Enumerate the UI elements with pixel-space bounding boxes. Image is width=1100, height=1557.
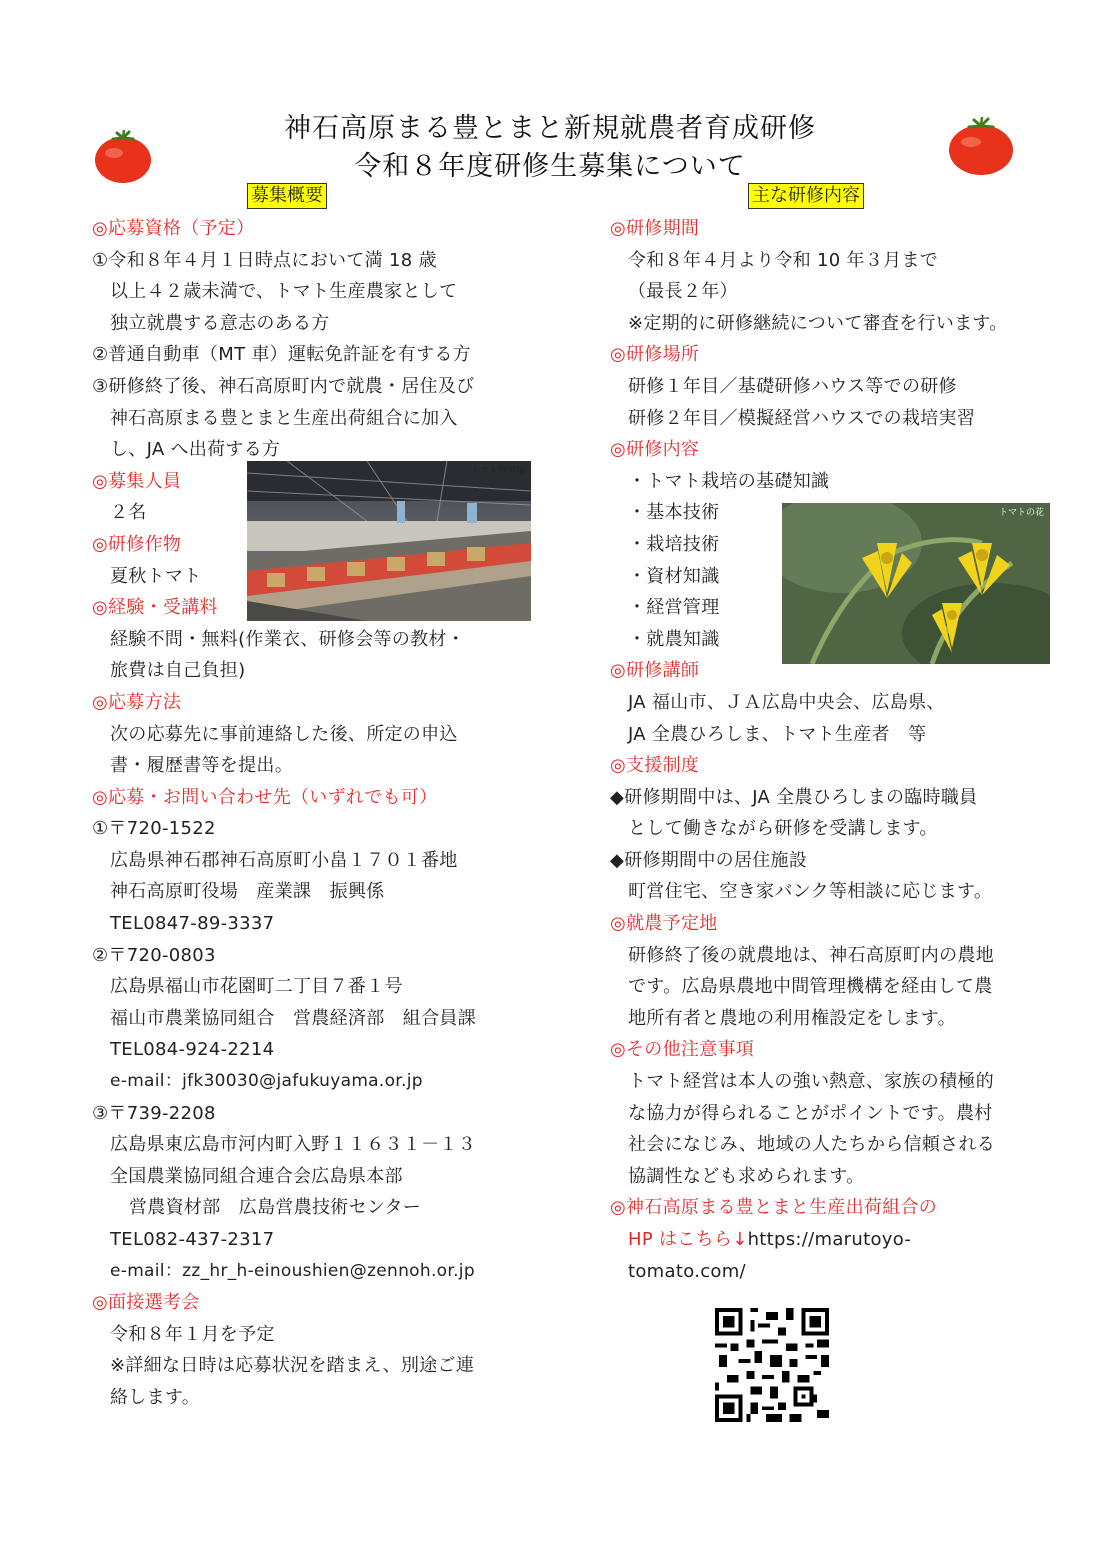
contact-2-zip: ②〒720-0803 bbox=[92, 944, 216, 966]
tomato-illustration-right bbox=[947, 114, 1015, 176]
page-title: 神石高原まる豊とまと新規就農者育成研修 bbox=[284, 113, 816, 144]
tomato-flower-image bbox=[782, 503, 1050, 664]
farm-text: 研修終了後の就農地は、神石高原町内の農地 bbox=[628, 944, 994, 966]
recruit-heading: ◎募集人員 bbox=[92, 470, 182, 492]
farm-heading: ◎就農予定地 bbox=[610, 913, 718, 935]
period-text: ※定期的に研修継続について審査を行います。 bbox=[628, 312, 1008, 334]
farm-text: です。広島県農地中間管理機構を経由して農 bbox=[628, 976, 993, 998]
notes-text: な協力が得られることがポイントです。農村 bbox=[628, 1102, 993, 1124]
eligibility-item: ①令和８年４月１日時点において満 18 歳 bbox=[92, 249, 437, 271]
contact-3-tel: TEL082-437-2317 bbox=[110, 1229, 275, 1250]
notes-heading: ◎その他注意事項 bbox=[610, 1039, 755, 1061]
support-heading: ◎支援制度 bbox=[610, 755, 700, 777]
contact-2-email[interactable]: e-mail：jfk30030@jafukuyama.or.jp bbox=[110, 1071, 423, 1092]
contact-3-dept: 営農資材部 広島営農技術センター bbox=[129, 1197, 422, 1219]
instructor-text: JA 福山市、ＪＡ広島中央会、広島県、 bbox=[628, 691, 945, 713]
hp-line bbox=[610, 1224, 1030, 1256]
hp-lead: HP はこちら↓ bbox=[628, 1229, 748, 1250]
support-text: ◆研修期間中は、JA 全農ひろしまの臨時職員 bbox=[610, 786, 978, 808]
hp-heading: ◎神石高原まる豊とまと生産出荷組合の bbox=[610, 1197, 938, 1219]
content-item: ・資材知識 bbox=[628, 565, 720, 587]
eligibility-item: ②普通自動車（MT 車）運転免許証を有する方 bbox=[92, 344, 471, 366]
period-heading: ◎研修期間 bbox=[610, 218, 700, 239]
contact-2-tel: TEL084-924-2214 bbox=[110, 1039, 275, 1061]
notes-text: 社会になじみ、地域の人たちから信頼される bbox=[628, 1134, 996, 1156]
instructor-text: JA 全農ひろしま、トマト生産者 等 bbox=[628, 723, 927, 745]
interview-text: 絡します。 bbox=[110, 1386, 201, 1408]
contact-1-org: 神石高原町役場 産業課 振興係 bbox=[110, 881, 385, 903]
contact-heading: ◎応募・お問い合わせ先（いずれでも可） bbox=[92, 786, 438, 808]
place-text: 研修２年目／模擬経営ハウスでの栽培実習 bbox=[628, 407, 976, 429]
eligibility-item: し、JA へ出荷する方 bbox=[110, 439, 281, 461]
fee-text: 旅費は自己負担) bbox=[110, 660, 246, 682]
content-item: ・経営管理 bbox=[628, 597, 720, 619]
support-text: ◆研修期間中の居住施設 bbox=[610, 849, 808, 871]
qr-code-icon[interactable] bbox=[715, 1308, 829, 1422]
hp-url-link-cont[interactable]: tomato.com/ bbox=[628, 1260, 746, 1282]
eligibility-item: 以上４２歳未満で、トマト生産農家として bbox=[110, 281, 458, 303]
contact-3-org: 全国農業協同組合連合会広島県本部 bbox=[110, 1165, 403, 1187]
interview-text: 令和８年１月を予定 bbox=[110, 1323, 275, 1345]
period-text: 令和８年４月より令和 10 年３月まで bbox=[628, 249, 939, 271]
contact-3-address: 広島県東広島市河内町入野１１６３１－１３ bbox=[110, 1134, 476, 1156]
tomato-flower-photo bbox=[782, 503, 1050, 664]
recruit-value: ２名 bbox=[110, 502, 147, 524]
contact-3-email[interactable]: e-mail：zz_hr_h-einoushien@zennoh.or.jp bbox=[110, 1260, 475, 1281]
method-text: 書・履歴書等を提出。 bbox=[110, 755, 293, 777]
contact-2-address: 広島県福山市花園町二丁目７番１号 bbox=[110, 976, 403, 998]
period-text: （最長２年） bbox=[628, 281, 738, 303]
contact-1-address: 広島県神石郡神石高原町小畠１７０１番地 bbox=[110, 849, 458, 871]
hp-url-link[interactable]: https://marutoyo- bbox=[747, 1229, 912, 1250]
tomato-illustration-left bbox=[93, 128, 153, 184]
content-item: ・基本技術 bbox=[628, 502, 720, 524]
crop-value: 夏秋トマト bbox=[110, 565, 202, 587]
notes-text: 協調性なども求められます。 bbox=[628, 1165, 865, 1187]
method-text: 次の応募先に事前連絡した後、所定の申込 bbox=[110, 723, 458, 745]
support-text: として働きながら研修を受講します。 bbox=[628, 818, 938, 840]
page-subtitle: 令和８年度研修生募集について bbox=[354, 151, 746, 182]
contact-3-zip: ③〒739-2208 bbox=[92, 1102, 216, 1124]
section-badge-overview: 募集概要 bbox=[247, 183, 327, 209]
content-item: ・トマト栽培の基礎知識 bbox=[628, 470, 830, 492]
eligibility-item: 独立就農する意志のある方 bbox=[110, 312, 330, 334]
content-heading: ◎研修内容 bbox=[610, 439, 700, 461]
right-column bbox=[610, 213, 1030, 1287]
place-heading: ◎研修場所 bbox=[610, 344, 700, 366]
interview-text: ※詳細な日時は応募状況を踏まえ、別途ご連 bbox=[110, 1355, 475, 1377]
sorting-facility-photo bbox=[247, 461, 531, 621]
sorting-facility-image bbox=[247, 461, 531, 621]
instructor-heading: ◎研修講師 bbox=[610, 660, 700, 682]
fee-heading: ◎経験・受講料 bbox=[92, 597, 218, 619]
fee-text: 経験不問・無料(作業衣、研修会等の教材・ bbox=[110, 628, 466, 650]
left-column bbox=[92, 213, 512, 1414]
crop-heading: ◎研修作物 bbox=[92, 533, 182, 555]
eligibility-heading: ◎応募資格（予定） bbox=[92, 218, 255, 239]
section-badge-training: 主な研修内容 bbox=[748, 183, 864, 209]
contact-1-zip: ①〒720-1522 bbox=[92, 818, 216, 840]
eligibility-item: ③研修終了後、神石高原町内で就農・居住及び bbox=[92, 375, 475, 397]
content-item: ・就農知識 bbox=[628, 628, 720, 650]
notes-text: トマト経営は本人の強い熱意、家族の積極的 bbox=[628, 1071, 994, 1093]
content-item: ・栽培技術 bbox=[628, 533, 720, 555]
contact-2-org: 福山市農業協同組合 営農経済部 組合員課 bbox=[110, 1007, 476, 1029]
place-text: 研修１年目／基礎研修ハウス等での研修 bbox=[628, 375, 957, 397]
farm-text: 地所有者と農地の利用権設定をします。 bbox=[628, 1007, 956, 1029]
contact-1-tel: TEL0847-89-3337 bbox=[110, 913, 275, 935]
eligibility-item: 神石高原まる豊とまと生産出荷組合に加入 bbox=[110, 407, 458, 429]
interview-heading: ◎面接選考会 bbox=[92, 1292, 200, 1314]
tomato-flower-caption: トマトの花 bbox=[998, 508, 1044, 518]
support-text: 町営住宅、空き家バンク等相談に応じます。 bbox=[628, 881, 993, 903]
sorting-facility-caption: トマト選果場 bbox=[470, 466, 525, 476]
method-heading: ◎応募方法 bbox=[92, 691, 182, 713]
